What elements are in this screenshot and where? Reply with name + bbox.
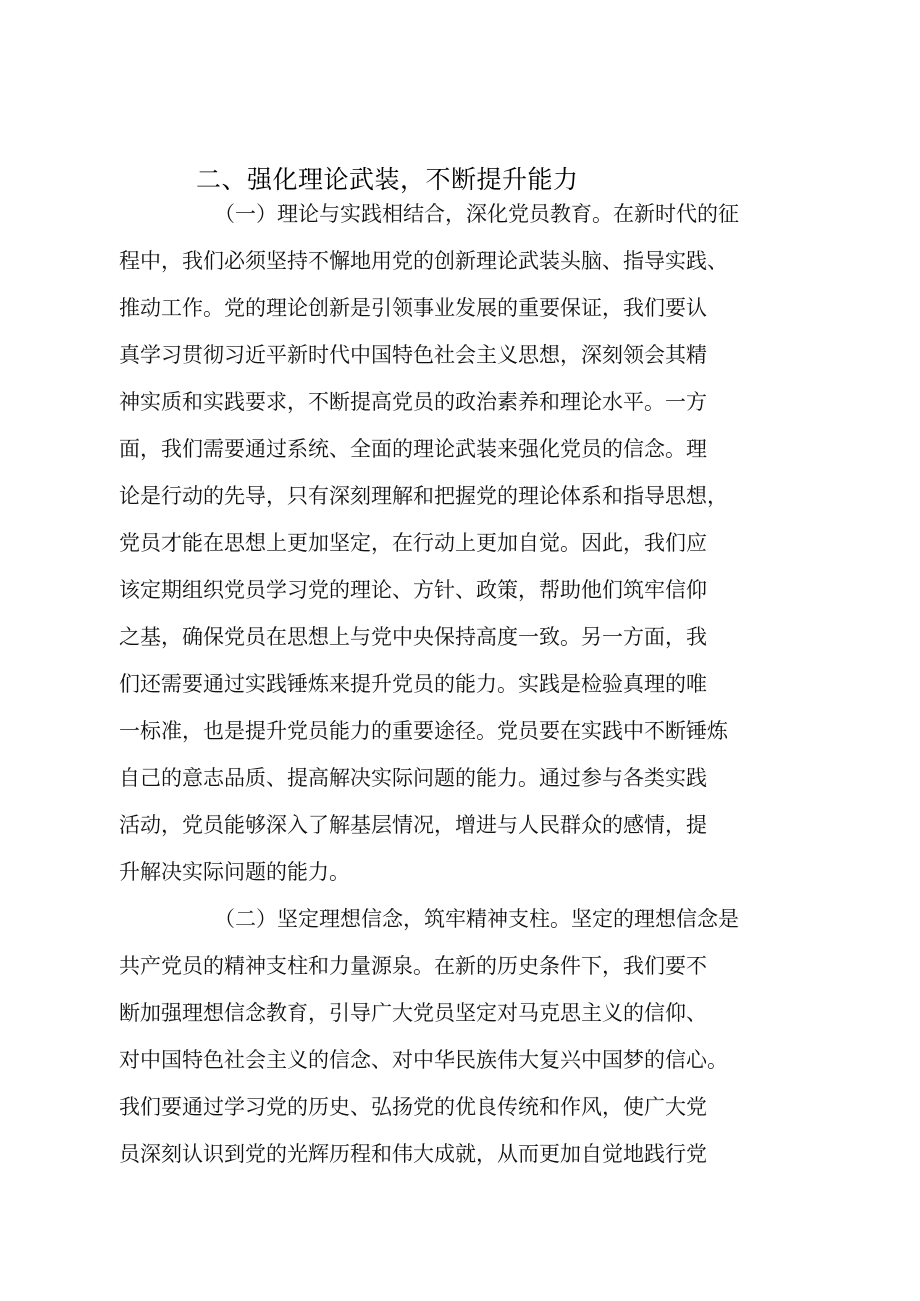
paragraph-1-line-7: 论是行动的先导，只有深刻理解和把握党的理论体系和指导思想， — [119, 484, 728, 508]
paragraph-1-line-14: 活动，党员能够深入了解基层情况，增进与人民群众的感情，提 — [119, 813, 707, 837]
paragraph-1-line-5: 神实质和实践要求，不断提高党员的政治素养和理论水平。一方 — [119, 390, 707, 414]
paragraph-2-line-2: 共产党员的精神支柱和力量源泉。在新的历史条件下，我们要不 — [119, 954, 707, 978]
paragraph-1-line-4: 真学习贯彻习近平新时代中国特色社会主义思想，深刻领会其精 — [119, 343, 707, 367]
paragraph-1-line-3: 推动工作。党的理论创新是引领事业发展的重要保证，我们要认 — [119, 296, 707, 320]
paragraph-1-line-12: 一标准，也是提升党员能力的重要途径。党员要在实践中不断锤炼 — [119, 719, 728, 743]
paragraph-1-line-9: 该定期组织党员学习党的理论、方针、政策，帮助他们筑牢信仰 — [119, 578, 707, 602]
paragraph-1-line-11: 们还需要通过实践锤炼来提升党员的能力。实践是检验真理的唯 — [119, 672, 707, 696]
paragraph-2-line-3: 断加强理想信念教育，引导广大党员坚定对马克思主义的信仰、 — [119, 1001, 707, 1025]
section-heading: 二、强化理论武装，不断提升能力 — [196, 165, 579, 194]
paragraph-1-line-10: 之基，确保党员在思想上与党中央保持高度一致。另一方面，我 — [119, 625, 707, 649]
paragraph-1-line-2: 程中，我们必须坚持不懈地用党的创新理论武装头脑、指导实践、 — [119, 249, 728, 273]
paragraph-2-line-4: 对中国特色社会主义的信念、对中华民族伟大复兴中国梦的信心。 — [119, 1048, 728, 1072]
paragraph-1-line-13: 自己的意志品质、提高解决实际问题的能力。通过参与各类实践 — [119, 766, 707, 790]
paragraph-1-line-15: 升解决实际问题的能力。 — [119, 860, 350, 884]
paragraph-2-line-5: 我们要通过学习党的历史、弘扬党的优良传统和作风，使广大党 — [119, 1095, 707, 1119]
paragraph-1-line-1: （一）理论与实践相结合，深化党员教育。在新时代的征 — [214, 202, 739, 226]
paragraph-1-line-8: 党员才能在思想上更加坚定，在行动上更加自觉。因此，我们应 — [119, 531, 707, 555]
paragraph-2-line-1: （二）坚定理想信念，筑牢精神支柱。坚定的理想信念是 — [214, 907, 739, 931]
paragraph-2-line-6: 员深刻认识到党的光辉历程和伟大成就，从而更加自觉地践行党 — [119, 1142, 707, 1166]
paragraph-1-line-6: 面，我们需要通过系统、全面的理论武装来强化党员的信念。理 — [119, 437, 707, 461]
